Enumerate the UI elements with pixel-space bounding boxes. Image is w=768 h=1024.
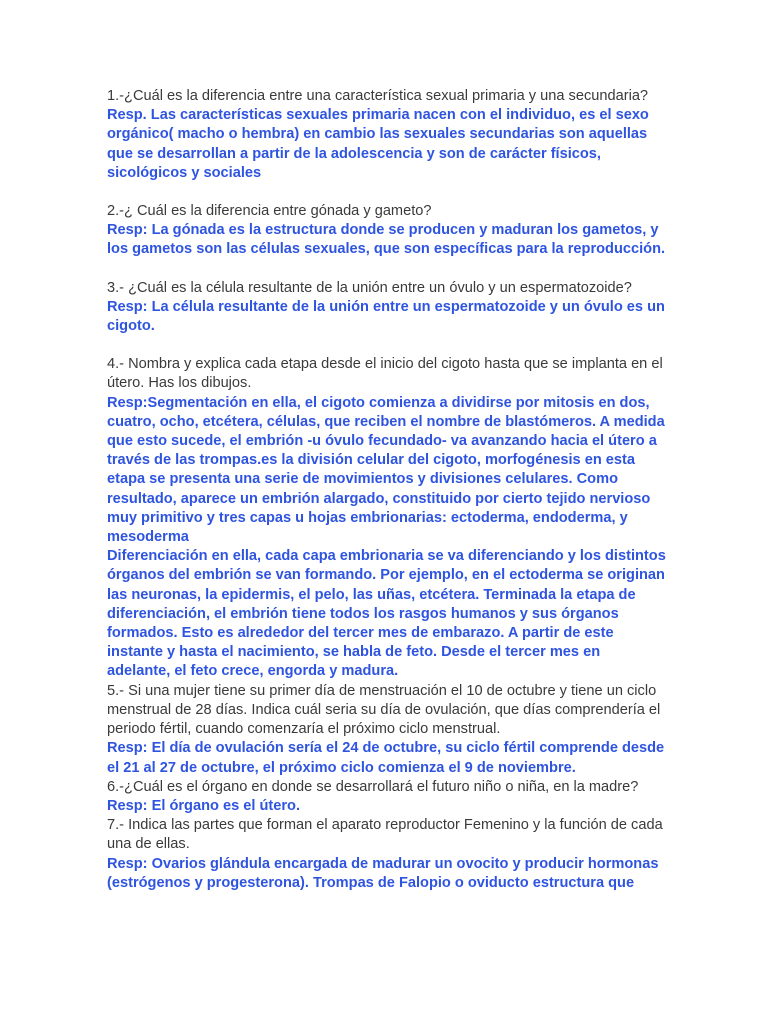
answer-7: Resp: Ovarios glándula encargada de madurar un ovocito y producir hormonas (estrógenos y progesterona). Trompas de Falopio o oviducto estructura que	[107, 855, 659, 891]
question-7: 7.- Indica las partes que forman el aparato reproductor Femenino y la función de cada una de ellas.	[107, 817, 663, 853]
answer-4-diferenciacion: Diferenciación en ella, cada capa embrionaria se va diferenciando y los distintos órganos del embrión se van formando. Por ejemplo, en el ectoderma se originan las neuronas, la epidermis, el pelo, las uñas, etcétera. Terminada la etapa de diferenciación, el embrión tiene todos los rasgos humanos y sus órganos formados. Esto es alrededor del tercer mes de embarazo. A partir de este instante y hasta el nacimiento, se habla de feto. Desde el tercer mes en adelante, el feto crece, engorda y madura.	[107, 548, 666, 680]
qa-item-3	[107, 279, 667, 337]
document-body	[107, 87, 667, 893]
question-3: 3.- ¿Cuál es la célula resultante de la unión entre un óvulo y un espermatozoide?	[107, 279, 632, 296]
answer-6: Resp: El órgano es el útero.	[107, 797, 301, 814]
answer-2: Resp: La gónada es la estructura donde se producen y maduran los gametos, y los gametos son las células sexuales, que son específicas para la reproducción.	[107, 222, 666, 258]
question-2: 2.-¿ Cuál es la diferencia entre gónada y gameto?	[107, 203, 432, 220]
qa-item-7	[107, 816, 667, 893]
question-5: 5.- Si una mujer tiene su primer día de menstruación el 10 de octubre y tiene un ciclo menstrual de 28 días. Indica cuál seria su día de ovulación, que días comprendería el periodo fértil, cuando comenzaría el próximo ciclo menstrual.	[107, 682, 661, 738]
question-1: 1.-¿Cuál es la diferencia entre una característica sexual primaria y una secundaria?	[107, 88, 649, 104]
question-6: 6.-¿Cuál es el órgano en donde se desarrollará el futuro niño o niña, en la madre?	[107, 778, 639, 795]
qa-item-1	[107, 87, 667, 183]
qa-item-6	[107, 778, 667, 816]
qa-item-5	[107, 682, 667, 778]
spacer	[107, 183, 667, 202]
answer-4-segmentacion: Resp:Segmentación en ella, el cigoto comienza a dividirse por mitosis en dos, cuatro, ocho, etcétera, células, que reciben el nombre de blastómeros. A medida que esto sucede, el embrión -u óvulo fecundado- va avanzando hacia el útero a través de las trompas.es la división celular del cigoto, morfogénesis en esta etapa se presenta una serie de movimientos y divisiones celulares. Como resultado, aparece un embrión alargado, constituido por cierto tejido nervioso muy primitivo y tres capas u hojas embrionarias: ectoderma, endoderma, y mesoderma	[107, 394, 665, 546]
spacer	[107, 336, 667, 355]
answer-3: Resp: La célula resultante de la unión entre un espermatozoide y un óvulo es un cigoto.	[107, 298, 665, 335]
answer-5: Resp: El día de ovulación sería el 24 de octubre, su ciclo fértil comprende desde el 21 al 27 de octubre, el próximo ciclo comienza el 9 de noviembre.	[107, 740, 665, 776]
spacer	[107, 260, 667, 279]
answer-1: Resp. Las características sexuales primaria nacen con el individuo, es el sexo orgánico( macho o hembra) en cambio las sexuales secundarias son aquellas que se desarrollan a partir de la adolescencia y son de carácter físicos, sicológicos y sociales	[107, 107, 649, 181]
qa-item-2	[107, 202, 667, 260]
question-4: 4.- Nombra y explica cada etapa desde el inicio del cigoto hasta que se implanta en el útero. Has los dibujos.	[107, 356, 663, 392]
qa-item-4	[107, 355, 667, 681]
